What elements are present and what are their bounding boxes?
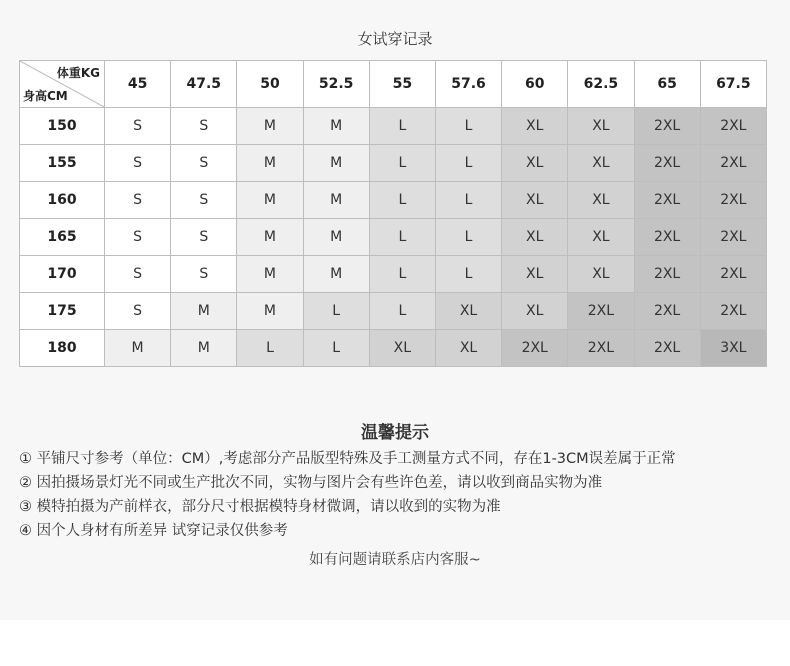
height-label: 155: [20, 145, 105, 182]
size-cell: 2XL: [700, 256, 766, 293]
weight-header-row: [20, 61, 767, 108]
height-label: 150: [20, 108, 105, 145]
weight-header: 57.6: [435, 61, 501, 108]
size-cell: 2XL: [700, 145, 766, 182]
height-label: 160: [20, 182, 105, 219]
size-cell: L: [369, 108, 435, 145]
size-cell: S: [171, 219, 237, 256]
size-table: [19, 60, 767, 367]
size-cell: S: [105, 182, 171, 219]
notes-title: 温馨提示: [361, 423, 429, 443]
size-cell: 2XL: [700, 108, 766, 145]
table-row: [20, 108, 767, 145]
height-label: 175: [20, 293, 105, 330]
size-cell: 2XL: [634, 182, 700, 219]
size-cell: 2XL: [700, 293, 766, 330]
size-cell: XL: [502, 145, 568, 182]
size-cell: 2XL: [568, 330, 634, 367]
size-cell: M: [237, 182, 303, 219]
size-cell: XL: [502, 293, 568, 330]
size-cell: 2XL: [634, 293, 700, 330]
size-cell: M: [237, 293, 303, 330]
weight-header: 67.5: [700, 61, 766, 108]
weight-header: 62.5: [568, 61, 634, 108]
size-cell: M: [303, 219, 369, 256]
size-cell: 2XL: [634, 256, 700, 293]
size-cell: L: [303, 330, 369, 367]
size-cell: 2XL: [700, 182, 766, 219]
size-cell: M: [303, 182, 369, 219]
size-cell: 3XL: [700, 330, 766, 367]
size-cell: M: [303, 108, 369, 145]
table-row: [20, 330, 767, 367]
note-item: ① 平铺尺寸参考（单位：CM）,考虑部分产品版型特殊及手工测量方式不同，存在1-3CM误差属于正常: [19, 451, 676, 467]
chart-title: 女试穿记录: [357, 30, 433, 48]
weight-header: 55: [369, 61, 435, 108]
size-cell: XL: [568, 219, 634, 256]
note-item: ② 因拍摄场景灯光不同或生产批次不同，实物与图片会有些许色差，请以收到商品实物为准: [19, 475, 603, 491]
size-cell: L: [435, 145, 501, 182]
weight-header: 52.5: [303, 61, 369, 108]
size-cell: XL: [568, 108, 634, 145]
size-cell: XL: [369, 330, 435, 367]
weight-header: 60: [502, 61, 568, 108]
size-cell: 2XL: [634, 145, 700, 182]
size-cell: M: [303, 145, 369, 182]
size-cell: S: [171, 145, 237, 182]
size-cell: 2XL: [700, 219, 766, 256]
size-cell: L: [435, 108, 501, 145]
size-cell: 2XL: [634, 108, 700, 145]
table-row: [20, 145, 767, 182]
size-cell: 2XL: [634, 330, 700, 367]
weight-header: 45: [105, 61, 171, 108]
table-row: [20, 293, 767, 330]
size-cell: S: [171, 108, 237, 145]
size-cell: M: [171, 330, 237, 367]
weight-header: 65: [634, 61, 700, 108]
size-cell: S: [105, 219, 171, 256]
size-cell: M: [237, 108, 303, 145]
size-cell: L: [303, 293, 369, 330]
size-cell: S: [105, 293, 171, 330]
size-cell: XL: [435, 330, 501, 367]
size-cell: 2XL: [634, 219, 700, 256]
size-cell: M: [171, 293, 237, 330]
size-cell: XL: [435, 293, 501, 330]
size-cell: L: [369, 182, 435, 219]
size-cell: M: [237, 145, 303, 182]
size-cell: L: [435, 219, 501, 256]
size-cell: L: [435, 182, 501, 219]
height-label: 170: [20, 256, 105, 293]
size-cell: XL: [568, 182, 634, 219]
corner-cell: [20, 61, 105, 108]
weight-header: 47.5: [171, 61, 237, 108]
size-cell: S: [171, 182, 237, 219]
table-row: [20, 256, 767, 293]
weight-axis-label: 体重KG: [56, 66, 100, 80]
size-cell: L: [369, 219, 435, 256]
contact-text: 如有问题请联系店内客服~: [309, 552, 481, 568]
size-cell: XL: [502, 182, 568, 219]
size-cell: S: [105, 108, 171, 145]
size-cell: M: [105, 330, 171, 367]
size-cell: M: [237, 219, 303, 256]
size-cell: 2XL: [502, 330, 568, 367]
table-row: [20, 219, 767, 256]
size-cell: L: [237, 330, 303, 367]
size-cell: 2XL: [568, 293, 634, 330]
size-cell: L: [369, 293, 435, 330]
height-label: 180: [20, 330, 105, 367]
size-cell: S: [105, 256, 171, 293]
weight-header: 50: [237, 61, 303, 108]
notes-list: [19, 447, 784, 543]
size-cell: M: [237, 256, 303, 293]
size-cell: L: [435, 256, 501, 293]
size-cell: L: [369, 256, 435, 293]
size-cell: S: [171, 256, 237, 293]
size-cell: S: [105, 145, 171, 182]
height-label: 165: [20, 219, 105, 256]
size-cell: L: [369, 145, 435, 182]
note-item: ④ 因个人身材有所差异 试穿记录仅供参考: [19, 523, 288, 539]
note-item: ③ 模特拍摄为产前样衣，部分尺寸根据模特身材微调，请以收到的实物为准: [19, 499, 501, 515]
size-cell: XL: [568, 256, 634, 293]
size-cell: XL: [502, 108, 568, 145]
size-cell: XL: [502, 219, 568, 256]
size-cell: XL: [568, 145, 634, 182]
table-row: [20, 182, 767, 219]
size-cell: XL: [502, 256, 568, 293]
height-axis-label: 身高CM: [23, 89, 68, 103]
size-cell: M: [303, 256, 369, 293]
